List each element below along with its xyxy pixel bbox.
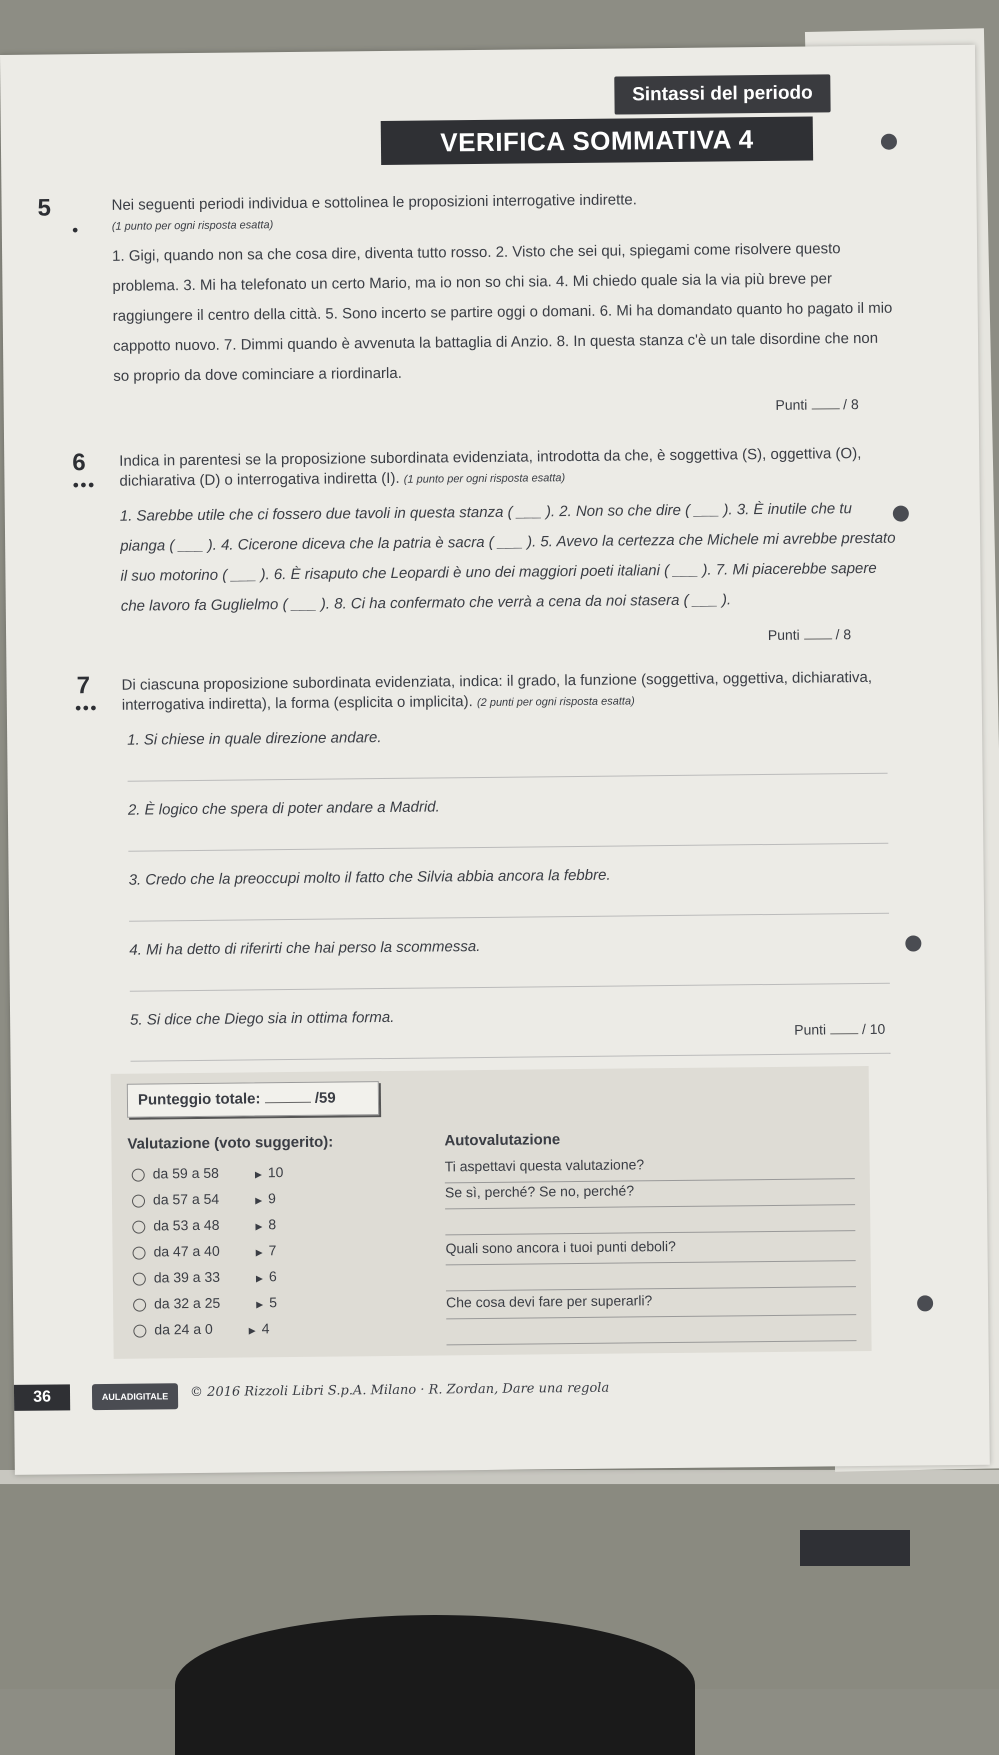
- exercise-number: 6: [72, 449, 86, 477]
- grade-vote: 8: [268, 1216, 276, 1232]
- score-blank[interactable]: [804, 638, 832, 639]
- self-assessment-title: Autovalutazione: [444, 1131, 560, 1149]
- grade-range: da 53 a 48: [153, 1217, 219, 1234]
- page-title: VERIFICA SOMMATIVA 4: [381, 116, 813, 165]
- score-label: Punti: [794, 1021, 826, 1037]
- exercise-text[interactable]: 1. Gigi, quando non sa che cosa dire, diventa tutto rosso. 2. Visto che sei qui, spiegami come risolvere questo problema. 3. Mi ha telefonato un certo Mario, ma io non so chi sia. 4. Mi chiedo quale sia la via più breve per raggiungere il centro della città. 5. Sono incerto se partire oggi o domani. 6. Mi ha domandato quanto ho pagato il mio cappotto nuovo. 7. Dimmi quando è avvenuta la battaglia di Anzio. 8. In questa stanza c'è un tale disordine che non so proprio da dove cominciare a riordinarla.: [112, 234, 894, 392]
- exercise-instruction: [119, 444, 899, 493]
- punch-hole-icon: [905, 935, 921, 951]
- grade-range: da 32 a 25: [154, 1295, 220, 1312]
- question-text: 1. Si chiese in quale direzione andare.: [127, 729, 382, 749]
- grade-option[interactable]: [133, 1316, 269, 1341]
- radio-button-icon[interactable]: [132, 1194, 145, 1207]
- evaluation-panel: [111, 1066, 872, 1359]
- grade-option[interactable]: [132, 1160, 284, 1186]
- self-question-line[interactable]: Se sì, perché? Se no, perché?: [445, 1180, 855, 1209]
- grade-range: da 39 a 33: [154, 1269, 220, 1286]
- arrow-right-icon: ▶: [255, 1188, 262, 1212]
- grade-vote: 7: [269, 1242, 277, 1258]
- exercise-text[interactable]: 1. Sarebbe utile che ci fossero due tavoli in questa stanza ( ___ ). 2. Non so che dire ( ___ ). 3. È inutile che tu pianga ( ___ ). 4. Cicerone diceva che la patria è sacra ( ___ ). 5. Avevo la certezza che Michele mi avrebbe prestato il suo motorino ( ___ ). 6. È risaputo che Leopardi è uno dei maggiori poeti italiani ( ___ ). 7. Mi piacerebbe sapere che lavoro fa Guglielmo ( ___ ). 8. Ci ha confermato che verrà a cena da noi stasera ( ___ ).: [120, 494, 901, 622]
- question-text: 2. È logico che spera di poter andare a Madrid.: [128, 798, 440, 818]
- difficulty-dots-icon: ●: [72, 224, 80, 236]
- score-blank[interactable]: [811, 408, 839, 409]
- exercise-instruction: [122, 668, 902, 717]
- radio-button-icon[interactable]: [133, 1324, 146, 1337]
- grade-range: da 47 a 40: [153, 1243, 219, 1260]
- answer-line[interactable]: [130, 955, 890, 992]
- question-text: 5. Si dice che Diego sia in ottima forma.: [130, 1009, 394, 1029]
- grade-option[interactable]: [132, 1186, 276, 1212]
- grade-vote: 6: [269, 1268, 277, 1284]
- self-question-line[interactable]: Ti aspettavi questa valutazione?: [445, 1154, 855, 1183]
- total-score-label: Punteggio totale:: [138, 1090, 261, 1108]
- grade-option[interactable]: [133, 1290, 277, 1316]
- radio-button-icon[interactable]: [132, 1220, 145, 1233]
- score-label: Punti: [768, 627, 800, 643]
- score-field[interactable]: [794, 1021, 885, 1038]
- score-label: Punti: [775, 397, 807, 413]
- score-max: / 8: [835, 626, 851, 642]
- score-field[interactable]: [768, 626, 851, 643]
- grade-option[interactable]: [133, 1264, 277, 1290]
- page-number: 36: [14, 1384, 70, 1411]
- self-question-line[interactable]: Quali sono ancora i tuoi punti deboli?: [445, 1236, 855, 1265]
- exercise-7: [0, 45, 975, 55]
- grade-vote: 5: [269, 1294, 277, 1310]
- difficulty-dots-icon: ●●●: [72, 479, 95, 491]
- exercise-6: [0, 45, 975, 55]
- arrow-right-icon: ▶: [255, 1214, 262, 1238]
- exercise-number: 7: [76, 672, 90, 700]
- grade-range: da 24 a 0: [154, 1321, 213, 1338]
- grade-vote: 10: [268, 1164, 284, 1180]
- radio-button-icon[interactable]: [133, 1272, 146, 1285]
- answer-line[interactable]: [129, 885, 889, 922]
- arrow-right-icon: ▶: [255, 1162, 262, 1186]
- self-question-line[interactable]: [446, 1316, 856, 1345]
- score-max: / 8: [843, 396, 859, 412]
- grade-vote: 9: [268, 1190, 276, 1206]
- grade-option[interactable]: [132, 1212, 276, 1238]
- question-text: 3. Credo che la preoccupi molto il fatto che Silvia abbia ancora la febbre.: [129, 867, 611, 889]
- grade-vote: 4: [262, 1320, 270, 1336]
- arrow-right-icon: ▶: [256, 1292, 263, 1316]
- grade-title: Valutazione (voto suggerito):: [127, 1134, 333, 1153]
- instruction-text: Nei seguenti periodi individua e sottolinea le proposizioni interrogative indirette.: [111, 191, 636, 214]
- worksheet-page: [0, 45, 990, 1475]
- radio-button-icon[interactable]: [132, 1246, 145, 1259]
- self-question-line[interactable]: [446, 1262, 856, 1291]
- total-score-blank[interactable]: [265, 1102, 311, 1103]
- question-text: 4. Mi ha detto di riferirti che hai perso la scommessa.: [129, 938, 480, 959]
- total-score-max: /59: [315, 1090, 336, 1107]
- grade-range: da 57 a 54: [153, 1191, 219, 1208]
- self-question-line[interactable]: [445, 1206, 855, 1235]
- total-score-box[interactable]: [127, 1081, 379, 1118]
- score-field[interactable]: [775, 396, 858, 413]
- section-tag: Sintassi del periodo: [614, 74, 830, 114]
- exercise-instruction: [111, 188, 891, 237]
- radio-button-icon[interactable]: [133, 1298, 146, 1311]
- arrow-right-icon: ▶: [256, 1240, 263, 1264]
- punch-hole-icon: [881, 134, 897, 150]
- background-dark-object: [175, 1615, 695, 1755]
- copyright-credit: © 2016 Rizzoli Libri S.p.A. Milano · R. Zordan, Dare una regola: [190, 1381, 609, 1400]
- arrow-right-icon: ▶: [256, 1266, 263, 1290]
- radio-button-icon[interactable]: [132, 1168, 145, 1181]
- instruction-text: Di ciascuna proposizione subordinata evidenziata, indica: il grado, la funzione (soggettiva, oggettiva, dichiarativa, interrogativa indiretta), la forma (esplicita o implicita).: [122, 669, 873, 714]
- self-question-line[interactable]: Che cosa devi fare per superarli?: [446, 1290, 856, 1319]
- grade-option[interactable]: [132, 1238, 276, 1264]
- difficulty-dots-icon: ●●●: [75, 702, 98, 714]
- punch-hole-icon: [917, 1295, 933, 1311]
- score-blank[interactable]: [830, 1033, 858, 1034]
- scoring-note: (1 punto per ogni risposta esatta): [112, 219, 274, 233]
- scoring-note: (2 punti per ogni risposta esatta): [477, 695, 635, 709]
- answer-line[interactable]: [130, 1025, 890, 1062]
- question-list: [127, 724, 890, 1062]
- aula-digitale-logo: AULADIGITALE: [92, 1383, 178, 1410]
- arrow-right-icon: ▶: [249, 1318, 256, 1342]
- exercise-5: [0, 45, 975, 55]
- answer-line[interactable]: [128, 815, 888, 852]
- instruction-text: Indica in parentesi se la proposizione subordinata evidenziata, introdotta da che, è soggettiva (S), oggettiva (O), dichiarativa (D) o interrogativa indiretta (I).: [119, 445, 861, 490]
- grade-range: da 59 a 58: [153, 1165, 219, 1182]
- underlying-page-tag: [800, 1530, 910, 1566]
- exercise-number: 5: [37, 194, 51, 222]
- score-max: / 10: [862, 1021, 886, 1037]
- scoring-note: (1 punto per ogni risposta esatta): [404, 472, 566, 486]
- answer-line[interactable]: [127, 745, 887, 782]
